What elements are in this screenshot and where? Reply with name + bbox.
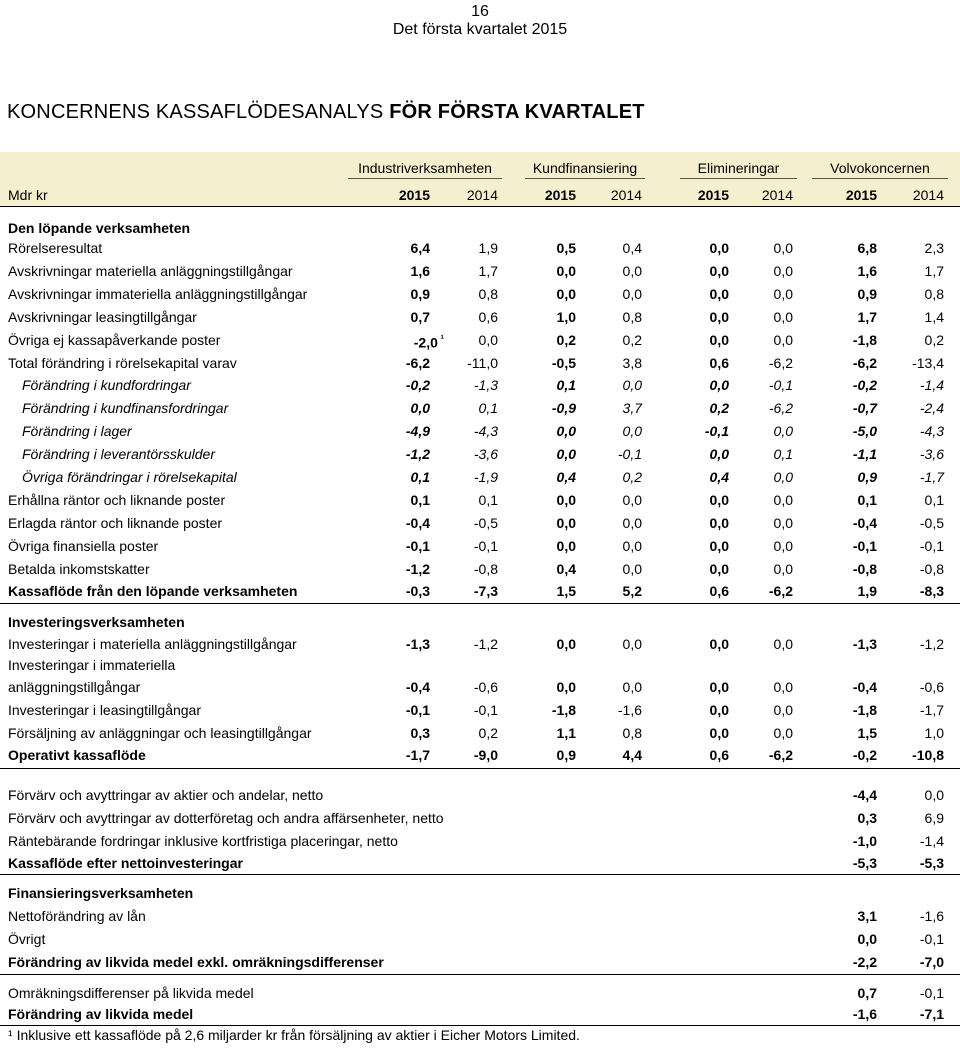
cell-value: 0,1	[410, 469, 430, 485]
cell-value: 0,0	[709, 636, 729, 652]
row-label: Förändring av likvida medel	[8, 1006, 194, 1022]
table-row	[0, 633, 960, 655]
cell-value: 0,2	[924, 332, 944, 348]
row-label: Övrigt	[8, 931, 46, 947]
cell-value: 0,0	[622, 538, 642, 554]
year-header-row	[0, 184, 960, 206]
cell-value: 0,9	[556, 747, 576, 763]
cell-value: 0,0	[709, 679, 729, 695]
cell-value: 4,4	[622, 747, 642, 763]
cell-value: 0,0	[773, 423, 793, 439]
cell-value: 0,1	[556, 377, 576, 393]
row-label: Övriga förändringar i rörelsekapital	[22, 469, 237, 485]
cell-value: -3,6	[919, 446, 944, 462]
table-row	[0, 722, 960, 744]
cell-value: 1,7	[857, 309, 877, 325]
row-label: Kassaflöde efter nettoinvesteringar	[8, 855, 243, 871]
cell-value: 1,9	[857, 583, 877, 599]
row-label: Förändring i kundfordringar	[22, 377, 191, 393]
table-row	[0, 260, 960, 282]
table-row	[0, 329, 960, 351]
table-row	[0, 489, 960, 511]
cell-value: 0,0	[709, 309, 729, 325]
cell-value: -1,3	[852, 636, 877, 652]
table-row	[0, 982, 960, 1004]
row-label: Nettoförändring av lån	[8, 908, 146, 924]
cell-value: -0,6	[919, 679, 944, 695]
cell-value: 0,0	[773, 515, 793, 531]
cell-value: -0,5	[919, 515, 944, 531]
row-label: Investeringar i immateriella	[8, 657, 176, 673]
cell-value: -4,3	[473, 423, 498, 439]
row-label: Övriga ej kassapåverkande poster	[8, 332, 221, 348]
table-rule	[0, 974, 960, 975]
cell-value: -6,2	[768, 355, 793, 371]
cell-value: -0,1	[704, 423, 729, 439]
cell-value: 0,0	[709, 538, 729, 554]
cell-value: 0,4	[556, 561, 576, 577]
year-header: 2015	[697, 187, 729, 203]
cell-value: 0,0	[556, 492, 576, 508]
cell-value: 0,0	[773, 332, 793, 348]
cell-value: 1,0	[556, 309, 576, 325]
cell-value: 0,1	[924, 492, 944, 508]
footnote-text: Inklusive ett kassaflöde på 2,6 miljarder kr från försäljning av aktier i Eicher Motors Limited.	[16, 1027, 580, 1043]
cell-value: 0,6	[709, 355, 729, 371]
cell-value: -1,3	[405, 636, 430, 652]
cell-value: 0,0	[556, 679, 576, 695]
cell-value: 0,0	[709, 263, 729, 279]
cell-value: 0,0	[709, 725, 729, 741]
cell-value: -0,6	[473, 679, 498, 695]
cell-value: 0,6	[709, 747, 729, 763]
cell-value: 0,1	[478, 492, 498, 508]
cell-value: 6,8	[857, 240, 877, 256]
group-header: Volvokoncernen	[812, 160, 948, 179]
table-row	[0, 611, 960, 633]
cell-value: 1,6	[410, 263, 430, 279]
cell-value: 0,8	[622, 725, 642, 741]
cell-value: 0,0	[773, 263, 793, 279]
cell-value: 0,0	[709, 286, 729, 302]
cell-value: -0,8	[919, 561, 944, 577]
cell-value: -13,4	[912, 355, 944, 371]
row-label: Finansieringsverksamheten	[8, 885, 194, 901]
cell-value: 0,8	[924, 286, 944, 302]
table-row	[0, 512, 960, 534]
row-label: Övriga finansiella poster	[8, 538, 159, 554]
cell-value: 0,9	[857, 469, 877, 485]
cell-value: -7,0	[919, 954, 944, 970]
cell-value: -0,4	[405, 679, 430, 695]
cell-value: -0,1	[919, 985, 944, 1001]
cell-value: -1,6	[617, 702, 642, 718]
cell-value: -6,2	[405, 355, 430, 371]
cell-value: -4,9	[405, 423, 430, 439]
table-row	[0, 558, 960, 580]
cell-value: 0,0	[622, 515, 642, 531]
table-row	[0, 397, 960, 419]
table-row	[0, 830, 960, 852]
cell-value: -1,4	[919, 833, 944, 849]
cell-value: 0,0	[622, 423, 642, 439]
cell-value: 0,0	[773, 538, 793, 554]
cell-value: 0,0	[709, 240, 729, 256]
cell-value: 0,0	[773, 702, 793, 718]
cell-value: -0,1	[919, 931, 944, 947]
row-label: Förändring av likvida medel exkl. omräkningsdifferenser	[8, 954, 384, 970]
cell-value: -1,7	[919, 469, 944, 485]
table-row	[0, 443, 960, 465]
cell-value: -0,9	[551, 400, 576, 416]
group-header: Kundfinansiering	[525, 160, 645, 179]
cell-value: -9,0	[473, 747, 498, 763]
cell-value: 0,0	[709, 515, 729, 531]
cell-value: -2,2	[852, 954, 877, 970]
cell-value: 0,0	[709, 446, 729, 462]
cell-value: 0,0	[773, 286, 793, 302]
cell-value: -2,4	[919, 400, 944, 416]
row-label: Operativt kassaflöde	[8, 747, 146, 763]
cell-value: 3,1	[857, 908, 877, 924]
cell-value: 0,0	[773, 469, 793, 485]
year-header: 2015	[544, 187, 576, 203]
cell-value: -0,1	[617, 446, 642, 462]
cell-value: -1,2	[919, 636, 944, 652]
row-label: Förändring i leverantörsskulder	[22, 446, 215, 462]
cell-value: 1,4	[924, 309, 944, 325]
cell-value: 0,0	[622, 636, 642, 652]
title-part-1: KONCERNENS KASSAFLÖDESANALYS	[7, 101, 390, 123]
cell-value: 0,4	[709, 469, 729, 485]
cell-value: 0,1	[773, 446, 793, 462]
cell-value: 0,0	[410, 400, 430, 416]
cell-value: -0,1	[852, 538, 877, 554]
cell-value: -6,2	[768, 747, 793, 763]
table-row	[0, 217, 960, 239]
cell-value: 0,0	[709, 702, 729, 718]
cell-value: 1,7	[478, 263, 498, 279]
table-row	[0, 1003, 960, 1025]
cell-value: 0,0	[709, 492, 729, 508]
cell-value: 0,2	[622, 469, 642, 485]
cell-value: -1,1	[852, 446, 877, 462]
cell-value: 1,5	[857, 725, 877, 741]
cell-value: -0,3	[405, 583, 430, 599]
cell-value: -5,3	[919, 855, 944, 871]
table-row	[0, 535, 960, 557]
cell-value: -0,1	[919, 538, 944, 554]
cell-value: 0,0	[709, 332, 729, 348]
row-label: Erlagda räntor och liknande poster	[8, 515, 223, 531]
footnote-mark: ¹	[8, 1027, 13, 1043]
cell-value: -1,9	[473, 469, 498, 485]
cell-value: -1,4	[919, 377, 944, 393]
cell-value: -1,3	[473, 377, 498, 393]
cell-value: 0,4	[622, 240, 642, 256]
cell-value: 0,3	[857, 810, 877, 826]
cell-value: 0,0	[622, 492, 642, 508]
page-number: 16	[471, 3, 489, 20]
cell-value: -6,2	[852, 355, 877, 371]
footnote-ref: ¹	[437, 334, 444, 345]
cell-value: -1,2	[473, 636, 498, 652]
row-label: Förvärv och avyttringar av aktier och andelar, netto	[8, 787, 324, 803]
cell-value: 0,6	[478, 309, 498, 325]
cell-value: -5,3	[852, 855, 877, 871]
table-row	[0, 374, 960, 396]
cell-value: -6,2	[768, 400, 793, 416]
cell-value: 1,6	[857, 263, 877, 279]
row-label: Räntebärande fordringar inklusive kortfristiga placeringar, netto	[8, 833, 398, 849]
cell-value: -0,4	[405, 515, 430, 531]
cell-value: 0,2	[709, 400, 729, 416]
cell-value: -1,2	[405, 446, 430, 462]
cell-value: 0,9	[857, 286, 877, 302]
cell-value: -0,4	[852, 679, 877, 695]
row-label: Omräkningsdifferenser på likvida medel	[8, 985, 254, 1001]
cell-value: 0,0	[556, 515, 576, 531]
cell-value: 0,0	[773, 492, 793, 508]
table-row	[0, 905, 960, 927]
cell-value: 0,0	[709, 377, 729, 393]
cell-value: -0,8	[852, 561, 877, 577]
cell-value: -5,0	[852, 423, 877, 439]
cell-value: 0,1	[410, 492, 430, 508]
table-row	[0, 654, 960, 676]
row-label: Avskrivningar leasingtillgångar	[8, 309, 197, 325]
cell-value: 0,0	[556, 263, 576, 279]
cell-value: -11,0	[467, 355, 498, 371]
cell-value: 1,1	[556, 725, 576, 741]
cell-value: -1,7	[919, 702, 944, 718]
cell-value: 0,0	[924, 787, 944, 803]
cell-value: 5,2	[622, 583, 642, 599]
row-label: Förändring i lager	[22, 423, 132, 439]
year-header: 2014	[761, 187, 793, 203]
cell-value: -1,2	[405, 561, 430, 577]
cell-value: -1,7	[405, 747, 430, 763]
cell-value: -4,4	[852, 787, 877, 803]
cell-value: -0,1	[768, 377, 793, 393]
cell-value: -1,0	[852, 833, 877, 849]
cell-value: -0,8	[473, 561, 498, 577]
table-row	[0, 852, 960, 874]
cell-value: -4,3	[919, 423, 944, 439]
page-subtitle: Det första kvartalet 2015	[392, 21, 568, 38]
title-part-2: FÖR FÖRSTA KVARTALET	[389, 101, 645, 123]
cell-value: 0,0	[773, 679, 793, 695]
cell-value: 0,0	[556, 423, 576, 439]
cell-value: -0,1	[473, 702, 498, 718]
cell-value: -0,1	[405, 702, 430, 718]
cell-value: 0,3	[410, 725, 430, 741]
cell-value: 0,2	[556, 332, 576, 348]
table-row	[0, 306, 960, 328]
cell-value: -1,8	[852, 702, 877, 718]
group-header: Elimineringar	[680, 160, 797, 179]
cell-value: 0,8	[478, 286, 498, 302]
cell-value: -0,2	[852, 747, 877, 763]
cell-value: -1,8	[551, 702, 576, 718]
year-header: 2015	[845, 187, 877, 203]
cell-value: -10,8	[912, 747, 944, 763]
table-rule	[0, 874, 960, 875]
table-row	[0, 784, 960, 806]
row-label: Kassaflöde från den löpande verksamheten	[8, 583, 298, 599]
cell-value: 0,4	[556, 469, 576, 485]
cell-value: 0,5	[556, 240, 576, 256]
row-label: Investeringar i leasingtillgångar	[8, 702, 201, 718]
cell-value: 1,5	[556, 583, 576, 599]
cell-value: 0,1	[478, 400, 498, 416]
row-label: Rörelseresultat	[8, 240, 103, 256]
cell-value: 0,7	[410, 309, 430, 325]
table-row	[0, 807, 960, 829]
cell-value: 0,2	[478, 725, 498, 741]
table-rule	[0, 768, 960, 769]
cell-value: -0,2	[852, 377, 877, 393]
cell-value: 0,0	[556, 446, 576, 462]
unit-label: Mdr kr	[8, 187, 48, 203]
cell-value: -6,2	[768, 583, 793, 599]
table-row	[0, 951, 960, 973]
cell-value: 0,0	[556, 636, 576, 652]
cell-value: -0,5	[473, 515, 498, 531]
row-label: Total förändring i rörelsekapital varav	[8, 355, 237, 371]
cell-value: -3,6	[473, 446, 498, 462]
cell-value: 0,6	[709, 583, 729, 599]
cell-value: -8,3	[919, 583, 944, 599]
year-header: 2014	[466, 187, 498, 203]
row-label: Avskrivningar immateriella anläggningstillgångar	[8, 286, 308, 302]
cell-value: 0,0	[622, 561, 642, 577]
cell-value: 6,9	[924, 810, 944, 826]
cell-value: 0,0	[773, 240, 793, 256]
cell-value: 0,0	[622, 377, 642, 393]
cell-value: 0,1	[857, 492, 877, 508]
cell-value: 6,4	[410, 240, 430, 256]
cell-value: -7,1	[919, 1006, 944, 1022]
cell-value: -0,1	[405, 538, 430, 554]
cell-value: -1,8	[852, 332, 877, 348]
cell-value: 0,0	[773, 636, 793, 652]
row-label: Erhållna räntor och liknande poster	[8, 492, 226, 508]
table-rule	[0, 1025, 960, 1026]
row-label: Förvärv och avyttringar av dotterföretag och andra affärsenheter, netto	[8, 810, 444, 826]
cell-value: -2,0 $^{^1}$	[413, 334, 444, 351]
cell-value: 0,0	[773, 561, 793, 577]
year-header: 2014	[912, 187, 944, 203]
cell-value: 0,8	[622, 309, 642, 325]
table-row	[0, 283, 960, 305]
cell-value: 0,9	[410, 286, 430, 302]
cell-value: -0,1	[473, 538, 498, 554]
cell-value: 1,0	[924, 725, 944, 741]
cell-value: 0,0	[478, 332, 498, 348]
row-label: Investeringsverksamheten	[8, 614, 185, 630]
cell-value: 0,0	[622, 286, 642, 302]
document-title	[7, 101, 645, 124]
cell-value: 0,0	[622, 263, 642, 279]
row-label: Den löpande verksamheten	[8, 220, 191, 236]
row-label: Betalda inkomstskatter	[8, 561, 150, 577]
footnote	[8, 1027, 580, 1043]
cell-value: 2,3	[924, 240, 944, 256]
cell-value: 0,7	[857, 985, 877, 1001]
table-row	[0, 699, 960, 721]
cell-value: -0,5	[551, 355, 576, 371]
cell-value: 0,0	[773, 309, 793, 325]
row-label: Förändring i kundfinansfordringar	[22, 400, 229, 416]
cell-value: 0,0	[857, 931, 877, 947]
year-header: 2015	[398, 187, 430, 203]
table-row	[0, 580, 960, 602]
cell-value: -0,2	[405, 377, 430, 393]
table-row	[0, 928, 960, 950]
cell-value: 0,0	[556, 286, 576, 302]
cell-value: -0,7	[852, 400, 877, 416]
table-row	[0, 882, 960, 904]
table-row	[0, 744, 960, 766]
table-rule	[0, 603, 960, 604]
table-row	[0, 466, 960, 488]
table-row	[0, 420, 960, 442]
cell-value: 3,7	[622, 400, 642, 416]
cell-value: 0,2	[622, 332, 642, 348]
cell-value: 1,7	[924, 263, 944, 279]
cell-value: -1,6	[852, 1006, 877, 1022]
cell-value: -1,6	[919, 908, 944, 924]
cell-value: 0,0	[622, 679, 642, 695]
row-label: anläggningstillgångar	[8, 679, 141, 695]
cell-value: 1,9	[478, 240, 498, 256]
cell-value: -7,3	[473, 583, 498, 599]
cell-value: 0,0	[773, 725, 793, 741]
table-row	[0, 237, 960, 259]
year-header: 2014	[610, 187, 642, 203]
cell-value: 0,0	[556, 538, 576, 554]
row-label: Investeringar i materiella anläggningstillgångar	[8, 636, 297, 652]
table-row	[0, 352, 960, 374]
cell-value: 0,0	[709, 561, 729, 577]
row-label: Avskrivningar materiella anläggningstillgångar	[8, 263, 293, 279]
table-rule	[0, 206, 960, 207]
table-row	[0, 676, 960, 698]
cell-value: 3,8	[622, 355, 642, 371]
group-header: Industriverksamheten	[348, 160, 502, 179]
row-label: Försäljning av anläggningar och leasingtillgångar	[8, 725, 312, 741]
cell-value: -0,4	[852, 515, 877, 531]
